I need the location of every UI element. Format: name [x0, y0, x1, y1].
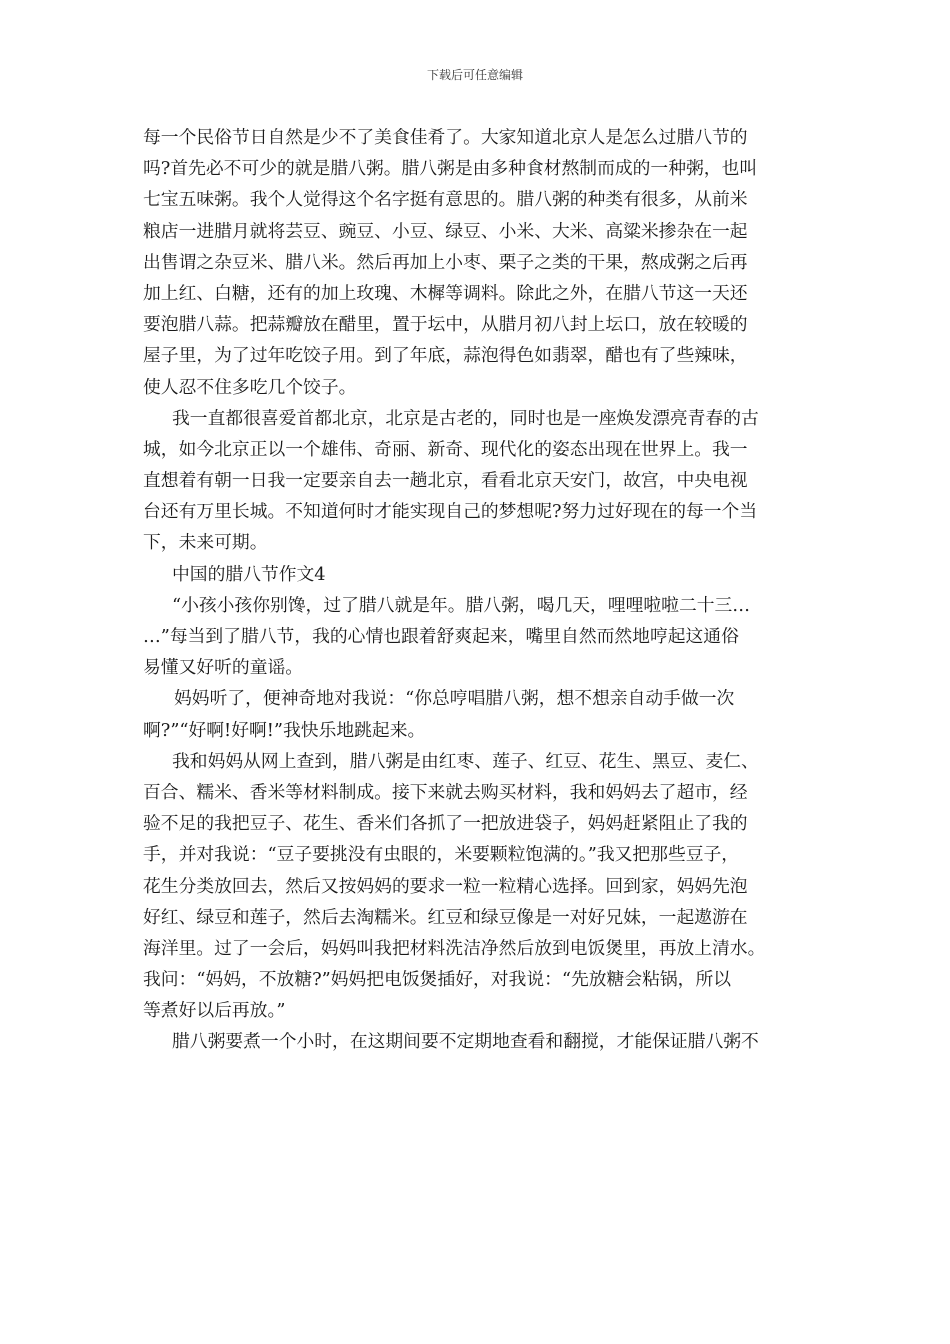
text-line: 易懂又好听的童谣。	[143, 657, 304, 679]
text-line: 出售谓之杂豆米、腊八米。然后再加上小枣、栗子之类的干果，熬成粥之后再	[143, 251, 748, 273]
text-line: “小孩小孩你别馋，过了腊八就是年。腊八粥，喝几天，哩哩啦啦二十三…	[172, 594, 751, 616]
text-line: 使人忍不住多吃几个饺子。	[143, 376, 357, 398]
text-line: 直想着有朝一日我一定要亲自去一趟北京，看看北京天安门，故宫，中央电视	[143, 470, 748, 492]
text-line: 台还有万里长城。不知道何时才能实现自己的梦想呢?努力过好现在的每一个当	[143, 501, 758, 523]
text-line: 腊八粥要煮一个小时，在这期间要不定期地查看和翻搅，才能保证腊八粥不	[172, 1031, 759, 1053]
text-line: 七宝五味粥。我个人觉得这个名字挺有意思的。腊八粥的种类有很多，从前米	[143, 189, 748, 211]
text-line: 花生分类放回去，然后又按妈妈的要求一粒一粒精心选择。回到家，妈妈先泡	[143, 875, 748, 897]
text-line: 下，未来可期。	[143, 532, 268, 554]
text-line: 我和妈妈从网上查到，腊八粥是由红枣、莲子、红豆、花生、黑豆、麦仁、	[172, 750, 759, 772]
text-line: …”每当到了腊八节，我的心情也跟着舒爽起来，嘴里自然而然地哼起这通俗	[143, 626, 739, 647]
text-line: 每一个民俗节日自然是少不了美食佳肴了。大家知道北京人是怎么过腊八节的	[143, 127, 748, 148]
text-line: 海洋里。过了一会后，妈妈叫我把材料洗洁净然后放到电饭煲里，再放上清水。	[143, 937, 766, 959]
text-line: 我一直都很喜爱首都北京，北京是古老的，同时也是一座焕发漂亮青春的古	[172, 407, 759, 429]
text-line: 粮店一进腊月就将芸豆、豌豆、小豆、绿豆、小米、大米、高粱米掺杂在一起	[143, 220, 748, 242]
text-line: 我问：“妈妈，不放糖?”妈妈把电饭煲插好，对我说：“先放糖会粘锅，所以	[143, 969, 732, 991]
text-line: 加上红、白糖，还有的加上玫瑰、木樨等调料。除此之外，在腊八节这一天还	[143, 282, 748, 304]
text-line: 吗?首先必不可少的就是腊八粥。腊八粥是由多种食材熬制而成的一种粥，也叫	[143, 158, 758, 180]
text-line: 好红、绿豆和莲子，然后去淘糯米。红豆和绿豆像是一对好兄妹，一起遨游在	[143, 906, 748, 928]
page-header: 下载后可任意编辑	[426, 68, 523, 82]
text-line: 百合、糯米、香米等材料制成。接下来就去购买材料，我和妈妈去了超市，经	[143, 781, 748, 803]
text-line: 屋子里，为了过年吃饺子用。到了年底，蒜泡得色如翡翠，醋也有了些辣味，	[143, 345, 748, 367]
section-title: 中国的腊八节作文4	[172, 563, 326, 585]
text-line: 手，并对我说：“豆子要挑没有虫眼的，米要颗粒饱满的。”我又把那些豆子，	[143, 844, 740, 866]
text-line: 要泡腊八蒜。把蒜瓣放在醋里，置于坛中，从腊月初八封上坛口，放在较暖的	[143, 314, 748, 336]
text-line: 妈妈听了，便神奇地对我说：“你总哼唱腊八粥，想不想亲自动手做一次	[174, 688, 735, 710]
text-line: 等煮好以后再放。”	[143, 1000, 286, 1022]
text-line: 验不足的我把豆子、花生、香米们各抓了一把放进袋子，妈妈赶紧阻止了我的	[143, 813, 748, 835]
text-line: 城，如今北京正以一个雄伟、奇丽、新奇、现代化的姿态出现在世界上。我一	[143, 438, 748, 460]
text-line: 啊?”“好啊!好啊!”我快乐地跳起来。	[143, 719, 426, 741]
document-body	[143, 122, 827, 1058]
